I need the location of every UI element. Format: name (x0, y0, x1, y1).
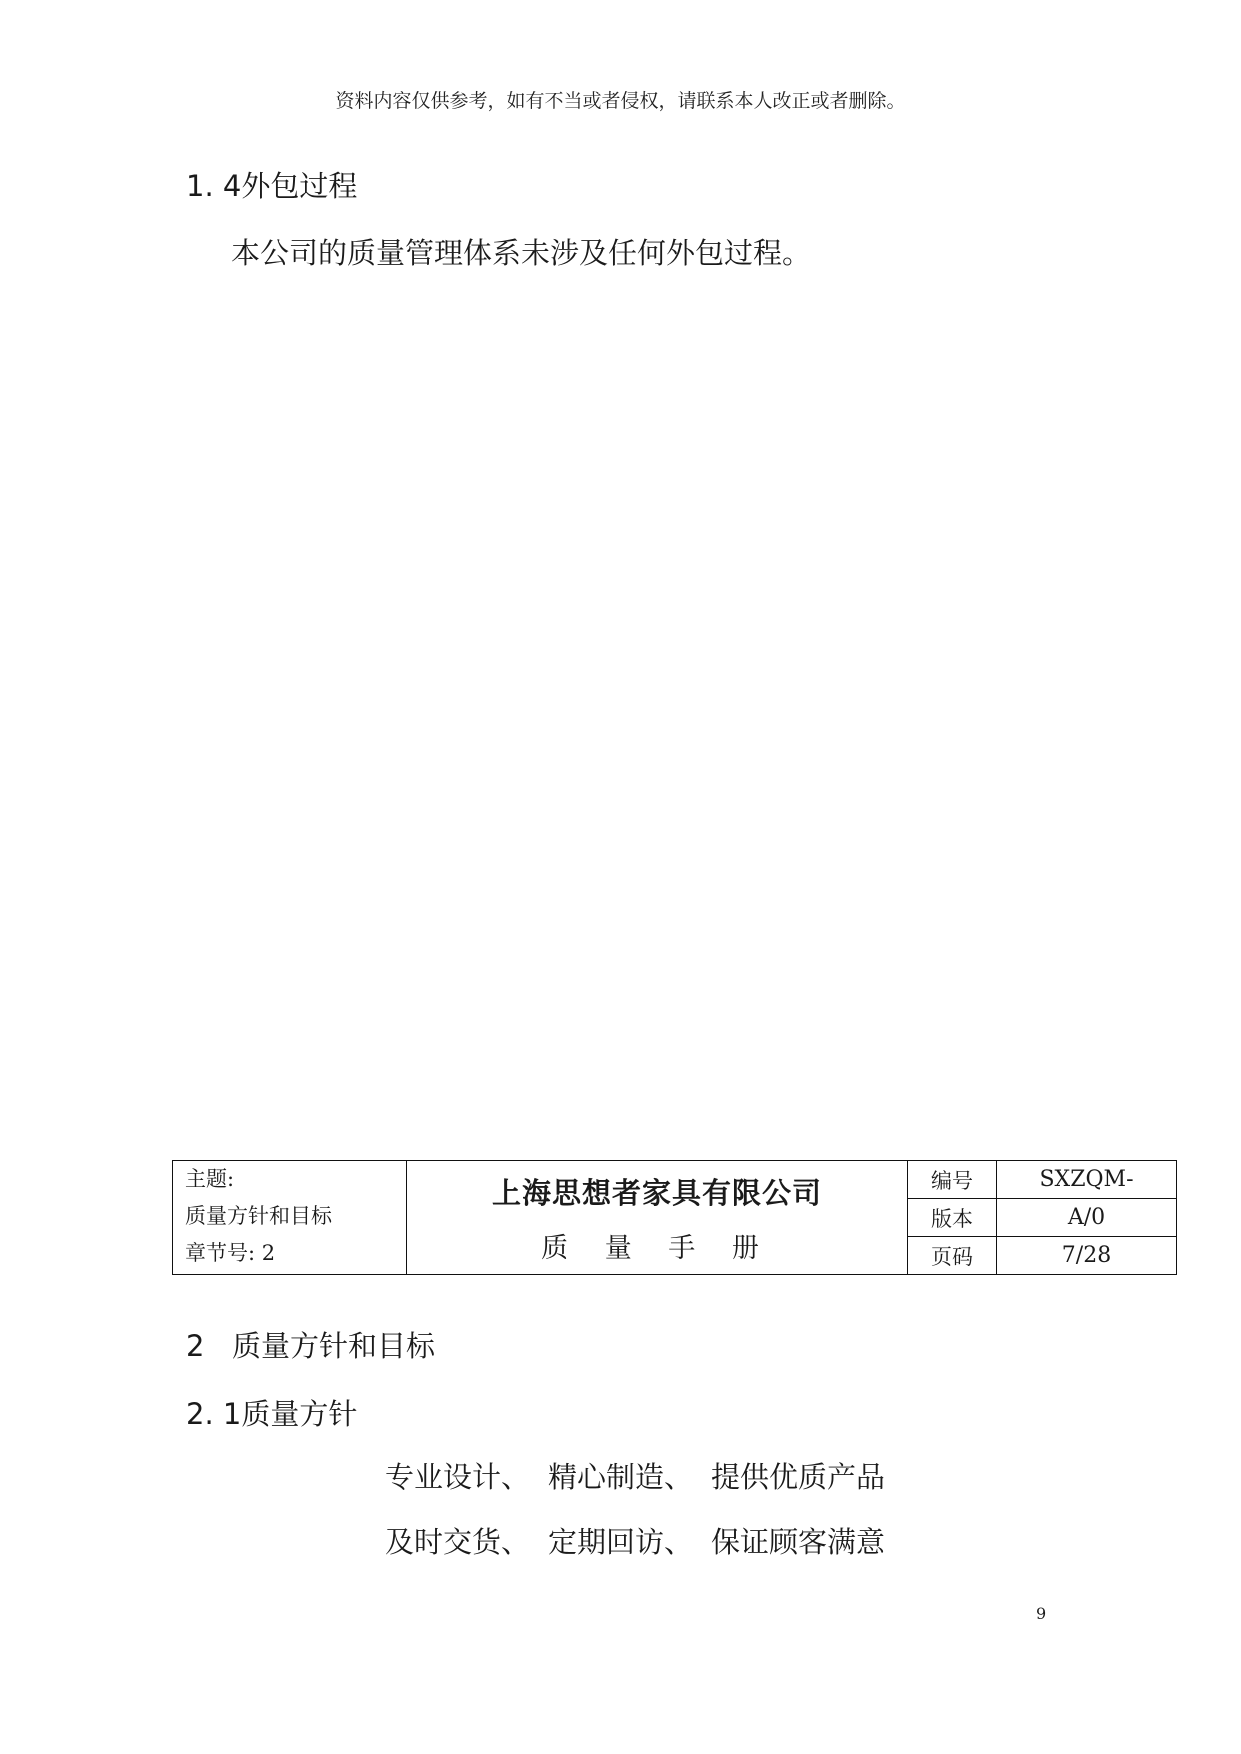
slogan-phrase: 提供优质产品 (711, 1460, 886, 1494)
slogan-phrase: 定期回访、 (548, 1525, 694, 1559)
version-label: 版本 (908, 1199, 997, 1237)
page-number: 9 (1036, 1604, 1047, 1623)
subject-label: 主题: (185, 1167, 235, 1191)
number-value: SXZQM- (997, 1161, 1177, 1199)
page-label: 页码 (908, 1237, 997, 1275)
number-label: 编号 (908, 1161, 997, 1199)
section-2-heading (186, 1324, 435, 1365)
disclaimer-text: 资料内容仅供参考，如有不当或者侵权，请联系本人改正或者删除。 (335, 90, 906, 112)
subject-cell (173, 1161, 407, 1275)
policy-slogan-line-2 (385, 1520, 885, 1561)
section-2-1-heading: 2. 1质量方针 (186, 1397, 358, 1431)
section-1-4-heading: 1. 4外包过程 (186, 169, 358, 203)
page-value: 7/28 (997, 1237, 1177, 1275)
subject-value: 质量方针和目标 (185, 1204, 332, 1228)
version-value: A/0 (997, 1199, 1177, 1237)
slogan-phrase: 专业设计、 (385, 1460, 531, 1494)
document-header-table (172, 1160, 1177, 1275)
slogan-phrase: 及时交货、 (385, 1525, 531, 1559)
section-2-title: 质量方针和目标 (232, 1329, 436, 1363)
manual-title: 质 量 手 册 (541, 1232, 773, 1264)
company-name: 上海思想者家具有限公司 (491, 1175, 822, 1210)
slogan-phrase: 保证顾客满意 (711, 1525, 886, 1559)
policy-slogan-line-1 (385, 1455, 885, 1496)
section-1-4-body: 本公司的质量管理体系未涉及任何外包过程。 (231, 236, 812, 270)
title-cell (407, 1161, 908, 1275)
section-2-number: 2 (186, 1329, 205, 1363)
slogan-phrase: 精心制造、 (548, 1460, 694, 1494)
chapter-number: 章节号: 2 (185, 1241, 276, 1265)
